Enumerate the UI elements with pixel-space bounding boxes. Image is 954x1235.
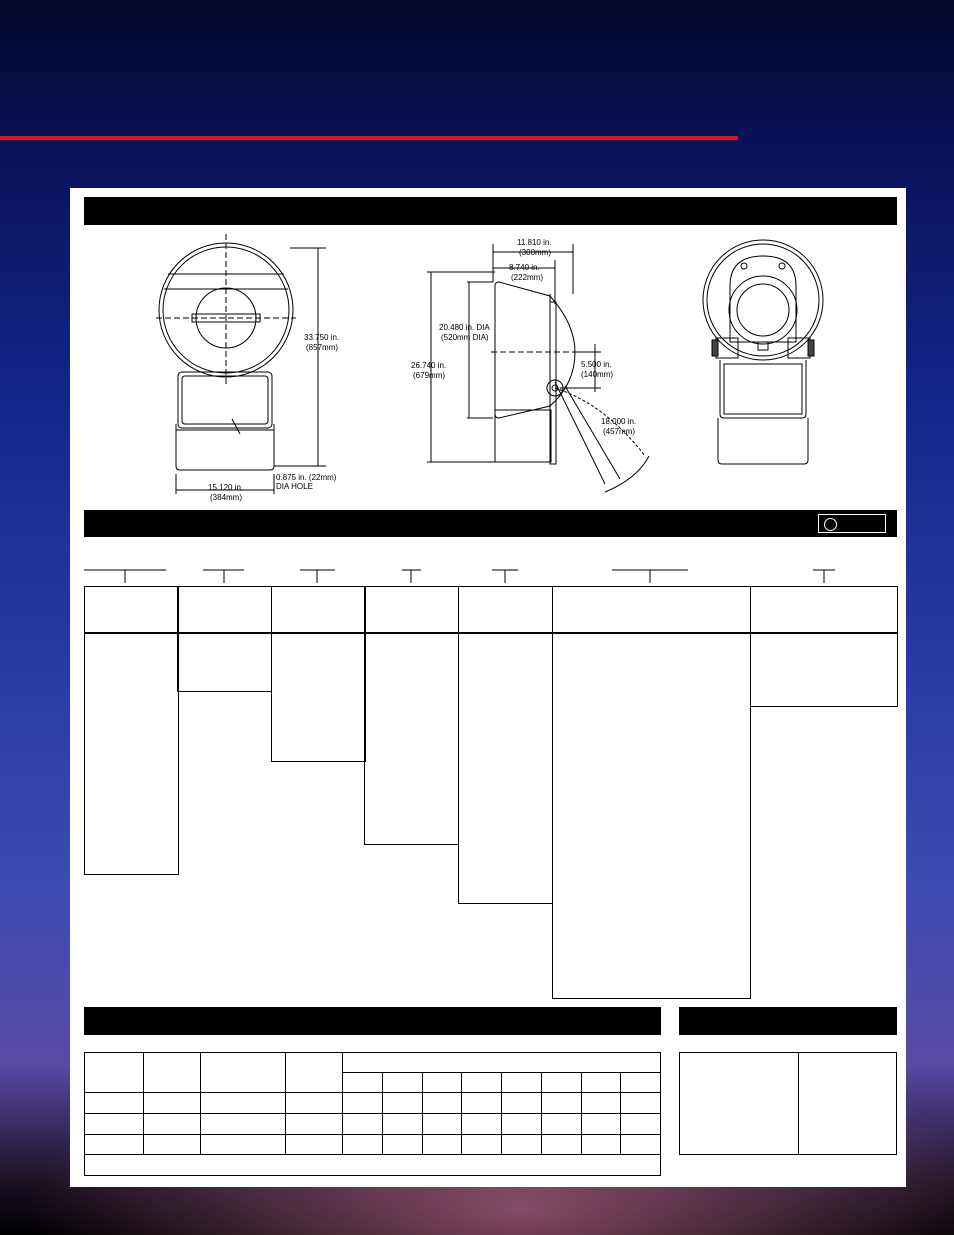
ordering-col-7-header — [750, 586, 898, 634]
ordering-col-4-body — [364, 632, 459, 845]
shipping-section-bar — [679, 1007, 897, 1035]
ordering-col-5-header — [458, 586, 553, 634]
ordering-col-5-body — [458, 632, 553, 904]
side-depth2-mm-label: (222mm) — [511, 273, 544, 282]
side-height-label: 26.740 in. — [411, 361, 447, 370]
table-subheader-cell — [382, 1073, 422, 1093]
shipping-value-cell — [799, 1053, 897, 1155]
table-header-cell — [144, 1053, 201, 1093]
photometric-table — [84, 1052, 661, 1176]
front-height-label: 33.750 in. — [304, 333, 340, 342]
ordering-section-bar — [84, 510, 897, 537]
header-red-rule — [0, 136, 738, 140]
listing-badge — [818, 514, 886, 533]
ordering-col-4-header — [364, 586, 459, 634]
ordering-col-1-header — [84, 586, 179, 634]
hole-label: 0.875 in. (22mm) — [276, 473, 337, 482]
table-group-header-cell — [343, 1053, 661, 1073]
shipping-label-cell — [680, 1053, 799, 1155]
radius-mm-label: (457mm) — [603, 427, 636, 436]
side-height-mm-label: (679mm) — [413, 371, 446, 380]
ordering-col-6-body — [552, 632, 751, 999]
offset-label: 5.500 in. — [581, 360, 612, 369]
table-subheader-cell — [581, 1073, 621, 1093]
listing-mark-icon — [824, 518, 837, 531]
side-depth-label: 11.810 in. — [517, 238, 552, 247]
ordering-col-3-body — [271, 632, 366, 762]
table-row — [85, 1135, 661, 1155]
table-header-cell — [201, 1053, 286, 1093]
dimensions-section-bar — [84, 197, 897, 225]
front-view-drawing — [150, 234, 350, 506]
ordering-col-6-header — [552, 586, 751, 634]
front-width-mm-label: (384mm) — [210, 493, 243, 502]
side-depth-mm-label: (300mm) — [519, 248, 552, 257]
lens-dia-mm-label: (520mm DIA) — [441, 333, 489, 342]
table-row — [85, 1114, 661, 1135]
front-height-mm-label: (857mm) — [306, 343, 339, 352]
table-header-cell — [85, 1053, 144, 1093]
rear-view-drawing — [696, 238, 830, 468]
ordering-brackets — [84, 565, 897, 587]
ordering-col-7-body — [750, 632, 898, 707]
hole-type-label: DIA HOLE — [276, 482, 313, 491]
table-row — [85, 1093, 661, 1114]
side-depth2-label: 8.740 in. — [509, 263, 540, 272]
table-subheader-cell — [422, 1073, 462, 1093]
front-width-label: 15.120 in. — [208, 483, 244, 492]
ordering-col-3-header — [271, 586, 366, 634]
table-subheader-cell — [462, 1073, 502, 1093]
table-footnote-row — [85, 1155, 661, 1176]
side-view-drawing — [405, 234, 665, 504]
shipping-table — [679, 1052, 897, 1155]
table-subheader-cell — [541, 1073, 581, 1093]
table-header-cell — [286, 1053, 343, 1093]
table-subheader-cell — [502, 1073, 542, 1093]
lens-dia-label: 20.480 in. DIA — [439, 323, 490, 332]
table-subheader-cell — [621, 1073, 661, 1093]
offset-mm-label: (140mm) — [581, 370, 614, 379]
ordering-col-2-body — [177, 632, 272, 692]
table-subheader-cell — [343, 1073, 383, 1093]
ordering-col-2-header — [177, 586, 272, 634]
photometric-section-bar — [84, 1007, 661, 1035]
radius-label: 18.000 in. — [601, 417, 637, 426]
ordering-col-1-body — [84, 632, 179, 875]
